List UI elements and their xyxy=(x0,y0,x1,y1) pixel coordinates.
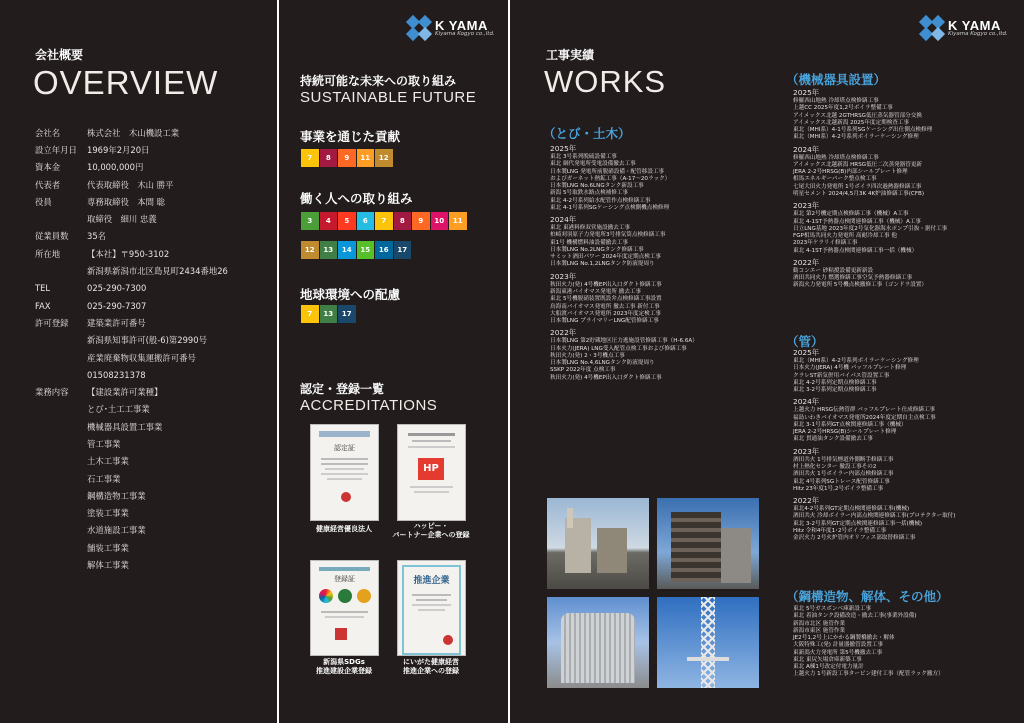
works-item: 日本火力(JERA) LNG受入配管点検工事および修繕工事 xyxy=(550,345,687,352)
info-row xyxy=(35,383,228,400)
info-value: 【本社】〒950-3102 xyxy=(87,248,170,259)
sdg-7-icon: 7 xyxy=(301,305,319,323)
works-item: 金沢火力 2号火炉管内オリフィス部取替修繕工事 xyxy=(793,535,916,542)
company-logo xyxy=(407,16,495,40)
logo-mark-icon xyxy=(407,16,431,40)
info-row xyxy=(35,314,228,331)
info-value: 専務取締役 本間 聡 xyxy=(87,196,166,207)
sdg-12-icon: 12 xyxy=(375,149,393,167)
plant-photo xyxy=(657,597,759,688)
accred-jp-title: 認定・登録一覧 xyxy=(300,382,385,396)
logo-mark-icon xyxy=(920,16,944,40)
accred-caption: ハッピー・ パートナー企業への登録 xyxy=(392,522,470,540)
sdg-row xyxy=(301,305,356,323)
works-year: 2025年 xyxy=(793,348,820,357)
works-item: 大阪特殊工(発) 計量器撤管設置工事 xyxy=(793,642,884,649)
sdg-14-icon: 14 xyxy=(338,241,356,259)
works-item: 東北 網代発電所受電設備撤去工事 xyxy=(550,161,636,168)
works-item: 七尾大田火力発電所 1号ボイラ四次過熱器修繕工事 xyxy=(793,183,922,190)
works-item: 東北 4号系列SGトレース配管修繕工事 xyxy=(793,478,890,485)
info-value: 舗装工事業 xyxy=(87,542,129,553)
sdg-7-icon: 7 xyxy=(375,212,393,230)
works-item: 酒田共火 1号排気煙道外側断手修繕工事 xyxy=(793,456,894,463)
works-item: 勧コンエー 砂粘撹設備更新新設 xyxy=(793,267,874,274)
info-row xyxy=(35,332,228,349)
info-value: 株式会社 木山機設工業 xyxy=(87,127,180,138)
sdg-group-title: 働く人への取り組み xyxy=(300,191,413,206)
sdg-row xyxy=(301,241,411,259)
info-value: 解体工事業 xyxy=(87,560,129,571)
info-row xyxy=(35,505,228,522)
sdg-6-icon: 6 xyxy=(357,212,375,230)
sdg-8-icon: 8 xyxy=(394,212,412,230)
info-key: FAX xyxy=(35,300,51,311)
works-item: 東北（MHI系）4-2号系列ボイラーケーシング修理 xyxy=(793,134,919,141)
info-row xyxy=(35,418,228,435)
info-key xyxy=(35,210,87,227)
works-item: 明星セメント 2024/4,5月3K 4K炉油修繕工事(CFB) xyxy=(793,190,925,197)
info-row xyxy=(35,366,228,383)
works-item: 日本製LNG No.2LNGタンク修繕工事 xyxy=(550,246,644,253)
works-item: 秋田火力(発) 4号機EP出入口ダクト修繕工事 xyxy=(550,374,662,381)
works-item: 日本製LNG No.1,2LNGタンク防液堤周り xyxy=(550,261,655,268)
works-item: 東北 4-2号系列定期点検修繕工事 xyxy=(793,379,877,386)
info-key xyxy=(35,349,87,366)
info-value: 建築業許可番号 xyxy=(87,317,146,328)
works-year: 2025年 xyxy=(550,144,577,153)
info-value: 新潟県新潟市北区島見町2434番地26 xyxy=(87,266,228,277)
info-row xyxy=(35,262,228,279)
info-value: 取締役 細川 忠義 xyxy=(87,214,157,225)
info-row xyxy=(35,522,228,539)
works-tobi-list xyxy=(550,144,698,382)
info-key: 役員 xyxy=(35,196,52,207)
sustain-jp-title: 持続可能な未来への取り組み xyxy=(300,74,457,88)
works-item: 東北 3-2号系列GT定期点検関連修繕工事一括(機械) xyxy=(793,520,923,527)
info-row xyxy=(35,141,228,158)
info-value: 塗装工事業 xyxy=(87,508,129,519)
works-jp-title: 工事実績 xyxy=(546,48,595,62)
info-value: 025-290-7307 xyxy=(87,300,147,311)
info-key xyxy=(35,522,87,539)
sdg-15-icon: 15 xyxy=(357,241,375,259)
works-item: 修羅西山地熱 冷却塔点検修繕工事 xyxy=(793,154,879,161)
sdg-4-icon: 4 xyxy=(320,212,338,230)
info-value: 管工事業 xyxy=(87,438,121,449)
info-key: 資本金 xyxy=(35,162,61,173)
info-key xyxy=(35,539,87,556)
works-item: SSKP 2022年度 点検工事 xyxy=(550,367,616,374)
works-kikai-list xyxy=(793,88,947,290)
company-logo xyxy=(920,16,1008,40)
works-year: 2024年 xyxy=(793,144,820,154)
accred-caption: 新潟県SDGs 推進建設企業登録 xyxy=(316,658,372,676)
info-value: 01508231378 xyxy=(87,369,146,380)
info-key xyxy=(35,470,87,487)
sdg-7-icon: 7 xyxy=(301,149,319,167)
works-item: 酒田共火 1号ボイラー内部点検修繕工事 xyxy=(793,471,894,478)
works-item: 東北 5号機脱硝装置既設弁点検修繕工事設置 xyxy=(550,296,662,303)
works-item: Hitz 23年度1号,2号ボイラ整備工事 xyxy=(793,485,884,492)
info-value: 鋼構造物工事業 xyxy=(87,490,146,501)
info-row xyxy=(35,539,228,556)
info-row xyxy=(35,176,228,193)
works-item: 村上熱化センター 撤設工事その2 xyxy=(793,464,877,471)
works-year: 2022年 xyxy=(793,496,820,506)
works-item: 東北（MHI系）4-2号系列ボイラーケーシング修理 xyxy=(793,358,919,365)
info-value: 機械器具設置工事業 xyxy=(87,421,163,432)
info-row xyxy=(35,124,228,141)
logo-name: K YAMA xyxy=(435,17,488,33)
works-item: およびガーネット熱鉱工事（A-17〜20ラック） xyxy=(550,175,671,182)
info-key xyxy=(35,418,87,435)
works-item: 東北 第2号機定期点検修繕工事（機械）A工事 xyxy=(793,211,909,218)
works-item: 日本製LNG No.4,6LNGタンク防液堤周り xyxy=(550,360,655,367)
info-row xyxy=(35,453,228,470)
info-row xyxy=(35,280,228,297)
works-item: 酒田共同火力 燃選修繕工事空気予熱器修繕工事 xyxy=(793,275,913,282)
info-value: 石工事業 xyxy=(87,473,121,484)
works-item: 2023年ケラリイ修繕工事 xyxy=(793,240,858,247)
info-key: 業務内容 xyxy=(35,387,69,398)
works-item: 上越火力 1号新設工事タービン建付工事（配管ラック撤方） xyxy=(793,671,944,678)
works-item: アイメックス北越 2GTHRSG低圧蒸気器管部分交換 xyxy=(793,112,922,119)
info-row xyxy=(35,159,228,176)
logo-name: K YAMA xyxy=(948,17,1001,33)
cert-text: 推進企業 xyxy=(413,576,450,586)
works-item: 日本製LNG 発電所前脱硝設備・配管移設工事 xyxy=(550,168,665,175)
info-value: 35名 xyxy=(87,231,107,242)
works-item: 東北（MHI系）4-1号系列SGケーシング出仕側点検修理 xyxy=(793,127,933,134)
works-item: 秋田火力(発) 4号機EP出入口ダクト修繕工事 xyxy=(550,281,662,288)
works-item: 東1号 機構燃料油設備撤去工事 xyxy=(550,239,629,246)
info-key xyxy=(35,453,87,470)
info-key xyxy=(35,556,87,573)
works-item: 鳥海南バイオマス発電所 撤去工事 新付工事 xyxy=(550,303,660,310)
sdg-row xyxy=(301,212,467,230)
info-value: 025-290-7300 xyxy=(87,283,147,294)
works-item: 新潟東港バイオマス発電所 撤去工事 xyxy=(550,289,642,296)
info-row xyxy=(35,245,228,262)
info-row xyxy=(35,210,228,227)
sdg-12-icon: 12 xyxy=(301,241,319,259)
info-row xyxy=(35,470,228,487)
sdg-17-icon: 17 xyxy=(394,241,412,259)
works-item: 新潟市東区 施管作業 xyxy=(793,627,846,634)
logo-sub: Kiyama Kogyo co.,ltd. xyxy=(948,30,1008,37)
works-item: 東北 4-1ST予熱器点検関連修繕工事一括（機械） xyxy=(793,247,918,254)
works-item: FGP相馬共同火力発電所 高耐冷却工事 他 xyxy=(793,233,897,240)
works-item: 酒田共火 冷却ボイラー内部点検関連修繕工事(プロテクター取付) xyxy=(793,513,956,520)
niigata-health-certificate xyxy=(397,560,466,656)
works-item: 東北 貫通油タンク設備撤去工事 xyxy=(793,436,873,443)
works-item: 東新潟火力発電所 第5号機撤去工事 xyxy=(793,649,883,656)
info-key xyxy=(35,487,87,504)
accred-caption: にいがた健康経営 推進企業への登録 xyxy=(403,658,459,676)
cert-text: 認定証 xyxy=(334,444,355,452)
works-year: 2024年 xyxy=(793,397,820,407)
overview-jp-title: 会社概要 xyxy=(35,48,84,62)
sdg-row xyxy=(301,149,393,167)
works-section-title: （機械器具設置） xyxy=(786,72,887,87)
company-info-table xyxy=(35,124,228,574)
info-row xyxy=(35,435,228,452)
works-item: 相馬エネルギーパーク整点検工事 xyxy=(793,176,877,183)
info-key: 従業員数 xyxy=(35,231,69,242)
overview-panel xyxy=(0,0,277,723)
works-section-title: （とび・土木） xyxy=(543,126,631,141)
info-row xyxy=(35,297,228,314)
happy-partner-certificate xyxy=(397,424,466,521)
info-key xyxy=(35,366,87,383)
info-key: TEL xyxy=(35,283,51,294)
works-item: クラレST新気併用バイパス管設置工事 xyxy=(793,372,890,379)
works-section-title: （管） xyxy=(786,334,824,349)
works-year: 2023年 xyxy=(550,271,577,281)
works-item: サミット酒田パワー 2024年度定期点検工事 xyxy=(550,254,661,261)
works-item: 柏崎刈羽原子力発電所3号排気筒点検修繕工事 xyxy=(550,232,666,239)
works-item: 上越CC 2025年度1,2号ボイラ整備工事 xyxy=(793,105,893,112)
info-value: 10,000,000円 xyxy=(87,162,144,173)
works-item: 東北 東尻矢場倉庫新築工事 xyxy=(793,656,862,663)
info-row xyxy=(35,349,228,366)
works-kou-list xyxy=(793,606,944,679)
info-key xyxy=(35,435,87,452)
works-item: アイメックス北越新潟 HRSG低圧二次蒸発器管更新 xyxy=(793,161,923,168)
works-item: JE2号1,2号上にかかる鋼製橋撤去・解体 xyxy=(793,635,895,641)
works-year: 2025年 xyxy=(793,88,820,97)
works-kan-list xyxy=(793,348,955,542)
works-item: 東北 3-2号系列定期点検修繕工事 xyxy=(793,387,877,394)
works-year: 2023年 xyxy=(793,446,820,456)
plant-photo xyxy=(657,498,759,589)
works-year: 2022年 xyxy=(793,257,820,267)
hp-logo-icon: HP xyxy=(418,458,444,480)
works-item: 東北 4-2号系列給水配管作点検修繕工事 xyxy=(550,197,651,204)
info-value: 新潟県知事許可(般-6)第2990号 xyxy=(87,335,207,346)
works-item: 日立LNG基地 2023年度2号気化器海水ポンプ引抜・据付工事 xyxy=(793,225,948,232)
works-item: 東北 3号系列脱硫設備工事 xyxy=(550,154,617,161)
sdg-10-icon: 10 xyxy=(431,212,449,230)
info-key: 会社名 xyxy=(35,127,61,138)
info-value: 【建設業許可業種】 xyxy=(87,387,163,398)
works-item: 東北 東港料修双営施設撤去工事 xyxy=(550,225,631,232)
sdg-3-icon: 3 xyxy=(301,212,319,230)
info-key xyxy=(35,262,87,279)
sustainable-panel xyxy=(279,0,508,723)
info-value: 代表取締役 木山 勝平 xyxy=(87,179,174,190)
info-value: とび･土工工事業 xyxy=(87,404,150,415)
works-panel xyxy=(510,0,1024,723)
works-item: 大船渡バイオマス発電所 2023年度定検工事 xyxy=(550,310,661,317)
works-item: 東北 4-1ST予熱器点検関連修繕工事（機械）A工事 xyxy=(793,218,921,225)
works-item: 福島いわきバイオマス発電所2024年度定期自主点検工事 xyxy=(793,414,936,421)
works-item: 東北 着油タンク設備改造・撤去工事(事業外設備) xyxy=(793,613,917,620)
sustain-en-title: SUSTAINABLE FUTURE xyxy=(300,89,477,106)
works-item: 日本製LNG プライマリーLNG配管修繕工事 xyxy=(550,318,659,325)
sdg-group-title: 事業を通じた貢献 xyxy=(300,129,401,144)
info-key: 許可登録 xyxy=(35,317,69,328)
sdg-16-icon: 16 xyxy=(375,241,393,259)
info-key xyxy=(35,401,87,418)
sdg-group-title: 地球環境への配慮 xyxy=(300,287,401,302)
works-item: JERA 2-2号HRSG(B)シールプレート修理 xyxy=(793,429,897,436)
overview-en-title: OVERVIEW xyxy=(33,64,219,101)
works-item: 新潟 5号取鉄水路点検補修工事 xyxy=(550,190,629,197)
niigata-sdgs-certificate xyxy=(310,560,379,656)
info-key: 所在地 xyxy=(35,248,61,259)
info-row xyxy=(35,401,228,418)
works-item: 日本製LNG 第2貯蔵地区圧力逃施設管修繕工事（H-6.6A） xyxy=(550,338,698,345)
works-item: Hitz 令和4年度1･2号ボイラ整備工事 xyxy=(793,527,887,534)
info-value: 産業廃棄物収集運搬許可番号 xyxy=(87,352,196,363)
logo-sub: Kiyama Kogyo co.,ltd. xyxy=(435,30,495,37)
sdg-8-icon: 8 xyxy=(320,149,338,167)
info-key xyxy=(35,332,87,349)
works-item: 東北 3-1号系列GT点検関連修繕工事（機械） xyxy=(793,421,907,428)
sdg-9-icon: 9 xyxy=(412,212,430,230)
sdg-5-icon: 5 xyxy=(338,212,356,230)
info-value: 土木工事業 xyxy=(87,456,129,467)
works-item: 秋田火力(発) 2・3号機点工事 xyxy=(550,352,625,359)
works-item: 東北4-2号系列GT定期点検関連修繕工事(機械) xyxy=(793,506,910,513)
info-row xyxy=(35,228,228,245)
works-en-title: WORKS xyxy=(544,64,667,99)
works-item: 新潟市北区 施管作業 xyxy=(793,620,846,627)
info-key xyxy=(35,505,87,522)
accred-caption: 健康経営優良法人 xyxy=(316,525,372,533)
works-item: 上越火力 HRSG伝熱管群 バッフルプレート仕成修繕工事 xyxy=(793,407,936,414)
sdg-17-icon: 17 xyxy=(338,305,356,323)
works-item: 東北 5号ガスボンベ庫新設工事 xyxy=(793,606,872,612)
works-item: JERA 2-2号HRSG(B)内部シールプレート修理 xyxy=(793,169,908,176)
sdg-11-icon: 11 xyxy=(357,149,375,167)
health-management-certificate xyxy=(310,424,379,521)
info-key: 代表者 xyxy=(35,179,61,190)
sdg-9-icon: 9 xyxy=(338,149,356,167)
info-row xyxy=(35,556,228,573)
info-value: 水道施設工事業 xyxy=(87,525,146,536)
works-year: 2024年 xyxy=(550,215,577,225)
info-row xyxy=(35,193,228,210)
info-value: 1969年2月20日 xyxy=(87,144,150,155)
works-item: 修羅西山地熱 冷却塔点検修繕工事 xyxy=(793,98,879,105)
works-year: 2023年 xyxy=(793,201,820,211)
works-item: 日本製LNG No.6LNGタンク新設工事 xyxy=(550,183,644,190)
cert-text: 登録証 xyxy=(334,575,355,583)
works-item: 日本火力(JERA) 4号機 パッフルプレート修理 xyxy=(793,365,907,372)
plant-photo xyxy=(547,597,649,688)
sdg-13-icon: 13 xyxy=(320,305,338,323)
works-item: アイメックス北越新潟 2025年度定期検査工事 xyxy=(793,119,910,126)
sdg-13-icon: 13 xyxy=(320,241,338,259)
works-section-title: （鋼構造物、解体、その他） xyxy=(786,589,949,604)
works-item: 新潟火力発電所 5号機点検撤修工事（ゴンドラ設置） xyxy=(793,282,927,289)
works-item: 東北 4-1号系列SGケーシング点検側機点検修理 xyxy=(550,204,670,211)
plant-photo xyxy=(547,498,649,589)
works-year: 2022年 xyxy=(550,328,577,338)
info-row xyxy=(35,487,228,504)
info-key: 設立年月日 xyxy=(35,144,77,155)
sdg-11-icon: 11 xyxy=(449,212,467,230)
accred-en-title: ACCREDITATIONS xyxy=(300,397,438,414)
works-item: 東北 A棟1号改定付電力量計 xyxy=(793,664,864,670)
